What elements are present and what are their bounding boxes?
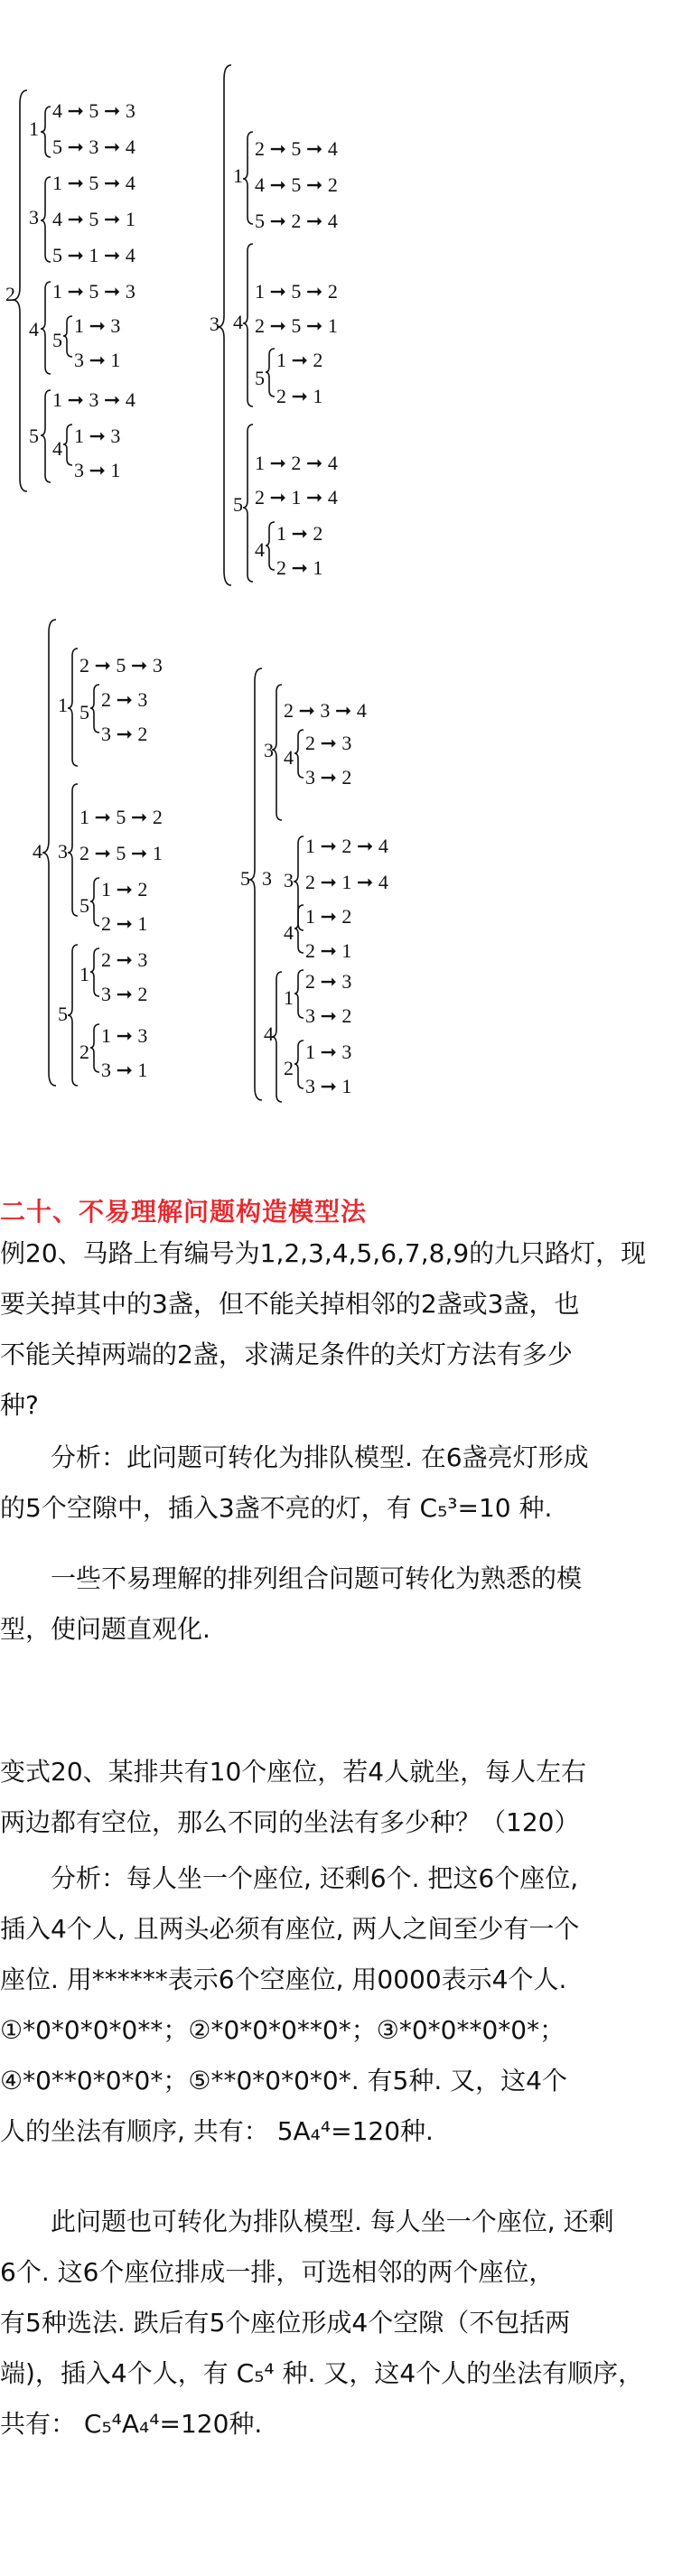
perm: 2 ➞ 3	[101, 688, 148, 711]
perm: 3 ➞ 1	[74, 459, 121, 481]
tree-label: 3	[264, 739, 274, 761]
text-line: 型，使问题直观化.	[0, 1614, 210, 1644]
perm: 1 ➞ 2	[101, 878, 148, 901]
perm: 1 ➞ 5 ➞ 3	[52, 280, 135, 303]
perm: 2 ➞ 3	[305, 970, 352, 993]
perm: 2 ➞ 1 ➞ 4	[305, 871, 388, 893]
perm: 2 ➞ 5 ➞ 3	[79, 654, 163, 677]
perm: 1 ➞ 2	[276, 522, 323, 545]
perm: 1 ➞ 3	[74, 314, 121, 337]
text-line: 座位. 用******表示6个空座位, 用0000表示4个人.	[0, 1965, 567, 1994]
perm: 1 ➞ 2	[276, 349, 323, 371]
perm: 3 ➞ 2	[305, 766, 352, 789]
remark	[0, 1554, 682, 1655]
text-line: 有5种选法. 跌后有5个座位形成4个空隙（不包括两	[0, 2308, 571, 2338]
perm: 1 ➞ 5 ➞ 2	[79, 806, 163, 828]
tree-label: 1	[79, 963, 89, 985]
perm: 4 ➞ 5 ➞ 2	[255, 173, 338, 196]
perm: 2 ➞ 1	[305, 939, 352, 962]
perm: 1 ➞ 5 ➞ 2	[255, 280, 338, 303]
tree-label: 3	[58, 840, 68, 863]
perm: 1 ➞ 2 ➞ 4	[305, 835, 388, 857]
tree-label: 5	[233, 493, 243, 516]
tree-label: 1	[284, 986, 294, 1009]
tree-label: 4	[52, 437, 62, 460]
permutation-tree-diagrams	[0, 0, 682, 1165]
text-line: ④*0**0*0*0*；⑤**0*0*0*0*. 有5种. 又，这4个	[0, 2066, 567, 2095]
text-line: 要关掉其中的3盏，但不能关掉相邻的2盏或3盏，也	[0, 1289, 580, 1319]
text-line: 变式20、某排共有10个座位，若4人就坐，每人左右	[0, 1757, 587, 1787]
tree-label: 5	[29, 425, 39, 447]
perm: 2 ➞ 1	[101, 912, 148, 935]
section-title: 二十、不易理解问题构造模型法	[0, 1197, 368, 1227]
text-line: 端)，插入4个人，有 C₅⁴ 种. 又，这4个人的坐法有顺序，	[0, 2358, 644, 2388]
tree-label: 1	[29, 117, 39, 140]
perm: 1 ➞ 3 ➞ 4	[52, 388, 135, 411]
text-line: 6个. 这6个座位排成一排，可选相邻的两个座位，	[0, 2257, 555, 2287]
tree-label: 4	[29, 318, 39, 341]
tree-label: 4	[264, 1022, 274, 1045]
perm: 3 ➞ 1	[74, 349, 121, 371]
text-line: 的5个空隙中，插入3盏不亮的灯，有 C₅³=10 种.	[0, 1493, 553, 1523]
perm: 3 ➞ 1	[305, 1075, 352, 1097]
perm: 3 ➞ 1	[101, 1059, 148, 1081]
text-line: 种?	[0, 1390, 39, 1420]
perm: 2 ➞ 3	[101, 948, 148, 971]
tree-label: 2	[79, 1041, 89, 1063]
perm: 5 ➞ 1 ➞ 4	[52, 244, 135, 266]
example-20	[0, 1228, 682, 1431]
perm: 5 ➞ 2 ➞ 4	[255, 210, 338, 232]
perm: 2 ➞ 5 ➞ 1	[79, 842, 163, 864]
tree-label: 3	[284, 869, 294, 891]
tree-label: 3	[29, 206, 39, 229]
text-line: 人的坐法有顺序, 共有： 5A₄⁴=120种.	[0, 2116, 434, 2146]
text-line: 此问题也可转化为排队模型. 每人坐一个座位, 还剩	[51, 2207, 614, 2236]
tree-label: 5	[52, 329, 62, 351]
tree-root-4	[33, 620, 163, 1086]
tree-label: 4	[233, 311, 243, 333]
perm: 5 ➞ 3 ➞ 4	[52, 135, 135, 158]
tree-root-5	[240, 668, 388, 1102]
text-line: 一些不易理解的排列组合问题可转化为熟悉的模	[51, 1563, 583, 1593]
perm: 1 ➞ 2	[305, 905, 352, 928]
tree-root-3	[210, 65, 338, 585]
tree-label: 3	[262, 867, 272, 890]
tree-label: 5	[255, 367, 265, 389]
tree-label: 4	[255, 538, 265, 561]
tree-label: 2	[5, 283, 15, 305]
text-line: 共有： C₅⁴A₄⁴=120种.	[0, 2409, 263, 2439]
text-line: 例20、马路上有编号为1,2,3,4,5,6,7,8,9的九只路灯，现	[0, 1238, 647, 1268]
text-line: ①*0*0*0*0**；②*0*0*0**0*；③*0*0**0*0*；	[0, 2015, 565, 2045]
analysis	[0, 1433, 682, 1534]
tree-label: 1	[58, 694, 68, 716]
tree-root-2	[5, 90, 135, 491]
tree-label: 2	[284, 1057, 294, 1079]
perm: 1 ➞ 3	[305, 1041, 352, 1063]
perm: 2 ➞ 3	[305, 732, 352, 754]
text-line: 分析：此问题可转化为排队模型. 在6盏亮灯形成	[51, 1442, 589, 1472]
perm: 1 ➞ 5 ➞ 4	[52, 172, 135, 194]
tree-label: 5	[79, 894, 89, 917]
perm: 2 ➞ 1 ➞ 4	[255, 486, 338, 509]
perm: 1 ➞ 3	[101, 1024, 148, 1047]
perm: 4 ➞ 5 ➞ 3	[52, 99, 135, 122]
tree-label: 4	[284, 746, 294, 769]
perm: 3 ➞ 2	[101, 723, 148, 745]
tree-label: 1	[233, 164, 243, 187]
tree-label: 3	[210, 313, 220, 335]
model-explanation	[0, 2197, 682, 2450]
tree-label: 5	[58, 1003, 68, 1025]
perm: 2 ➞ 3 ➞ 4	[284, 699, 367, 722]
variant-analysis	[0, 1853, 682, 2157]
text-line: 分析：每人坐一个座位, 还剩6个. 把这6个座位,	[51, 1863, 579, 1893]
perm: 2 ➞ 5 ➞ 4	[255, 137, 338, 160]
tree-label: 4	[284, 921, 294, 944]
text-line: 两边都有空位，那么不同的坐法有多少种？（120）	[0, 1807, 580, 1837]
text-line: 不能关掉两端的2盏，求满足条件的关灯方法有多少	[0, 1339, 573, 1369]
perm: 1 ➞ 2 ➞ 4	[255, 452, 338, 474]
perm: 1 ➞ 3	[74, 425, 121, 447]
tree-label: 5	[79, 701, 89, 723]
perm: 2 ➞ 1	[276, 556, 323, 579]
variant-20	[0, 1747, 682, 1848]
perm: 3 ➞ 2	[101, 983, 148, 1005]
perm: 3 ➞ 2	[305, 1004, 352, 1027]
perm: 2 ➞ 1	[276, 385, 323, 407]
perm: 2 ➞ 5 ➞ 1	[255, 314, 338, 337]
tree-label: 5	[240, 867, 250, 890]
tree-label: 4	[33, 840, 42, 863]
perm: 4 ➞ 5 ➞ 1	[52, 208, 135, 230]
text-line: 插入4个人, 且两头必须有座位, 两人之间至少有一个	[0, 1914, 580, 1944]
